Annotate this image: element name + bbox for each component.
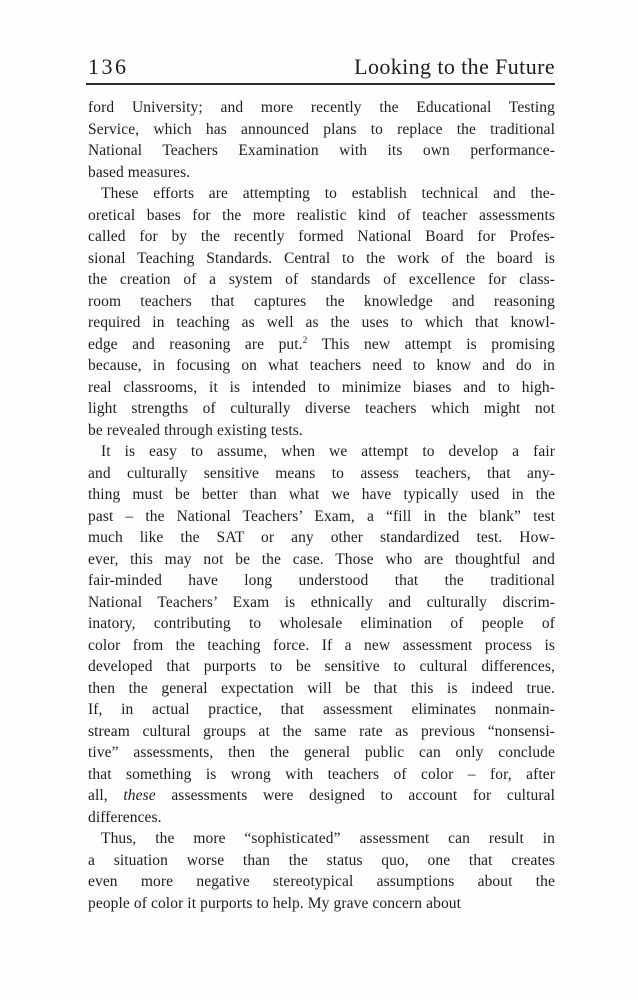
text-line: based measures. <box>88 163 191 181</box>
text-line: Thus, the more “sophisticated” assessment can result in <box>101 830 555 847</box>
text-line: required in teaching as well as the uses to which that knowl- <box>88 314 555 331</box>
text-line: developed that purports to be sensitive to cultural differences, <box>88 658 555 675</box>
text-line: oretical bases for the more realistic kind of teacher assessments <box>88 206 555 224</box>
text-line: then the general expectation will be that this is indeed true. <box>88 679 555 697</box>
page-number: 136 <box>88 54 129 79</box>
text-line: color from the teaching force. If a new assessment process is <box>88 636 555 654</box>
text-line: fair-minded have long understood that the traditional <box>88 572 555 589</box>
text-line: If, in actual practice, that assessment eliminates nonmain- <box>88 701 555 718</box>
text-line: edge and reasoning are put.$^2$ This new attempt is promising <box>88 335 555 353</box>
text-line: Service, which has announced plans to replace the traditional <box>88 120 555 138</box>
text-line: sional Teaching Standards. Central to the work of the board is <box>88 249 555 267</box>
text-line: It is easy to assume, when we attempt to develop a fair <box>101 443 555 460</box>
text-line: much like the SAT or any other standardized test. How- <box>88 529 555 546</box>
text-line: inatory, contributing to wholesale elimination of people of <box>88 615 555 632</box>
text-line: ford University; and more recently the Educational Testing <box>88 99 555 116</box>
text-line: differences. <box>88 808 162 826</box>
text-line: light strengths of culturally diverse teachers which might not <box>88 400 555 417</box>
header-rule <box>86 83 555 85</box>
text-line: and culturally sensitive means to assess teachers, that any- <box>88 464 555 482</box>
text-line: a situation worse than the status quo, one that creates <box>88 851 555 869</box>
text-line: real classrooms, it is intended to minimize biases and to high- <box>88 378 555 396</box>
text-line: thing must be better than what we have typically used in the <box>88 486 555 503</box>
text-line: National Teachers’ Exam is ethnically and culturally discrim- <box>88 593 555 611</box>
text-line: all, these assessments were designed to account for cultural <box>88 787 555 804</box>
text-line: people of color it purports to help. My grave concern about <box>88 894 462 912</box>
text-line: past – the National Teachers’ Exam, a “fill in the blank” test <box>88 507 555 525</box>
text-line: National Teachers Examination with its own performance- <box>88 142 555 159</box>
page-header <box>88 54 555 80</box>
text-line: because, in focusing on what teachers need to know and do in <box>88 357 555 374</box>
page-block <box>88 54 555 914</box>
running-title: Looking to the Future <box>354 54 555 79</box>
text-line: tive” assessments, then the general public can only conclude <box>88 744 555 761</box>
page-body <box>88 97 555 914</box>
text-line: stream cultural groups at the same rate as previous “nonsensi- <box>88 722 555 740</box>
text-line: the creation of a system of standards of excellence for class- <box>88 271 555 288</box>
text-line: called for by the recently formed National Board for Profes- <box>88 228 555 245</box>
text-line: even more negative stereotypical assumptions about the <box>88 873 555 890</box>
text-line: These efforts are attempting to establish technical and the- <box>101 185 555 202</box>
text-line: that something is wrong with teachers of color – for, after <box>88 765 555 783</box>
text-line: be revealed through existing tests. <box>88 421 303 439</box>
text-line: room teachers that captures the knowledge and reasoning <box>88 292 555 310</box>
text-line: ever, this may not be the case. Those who are thoughtful and <box>88 550 555 568</box>
